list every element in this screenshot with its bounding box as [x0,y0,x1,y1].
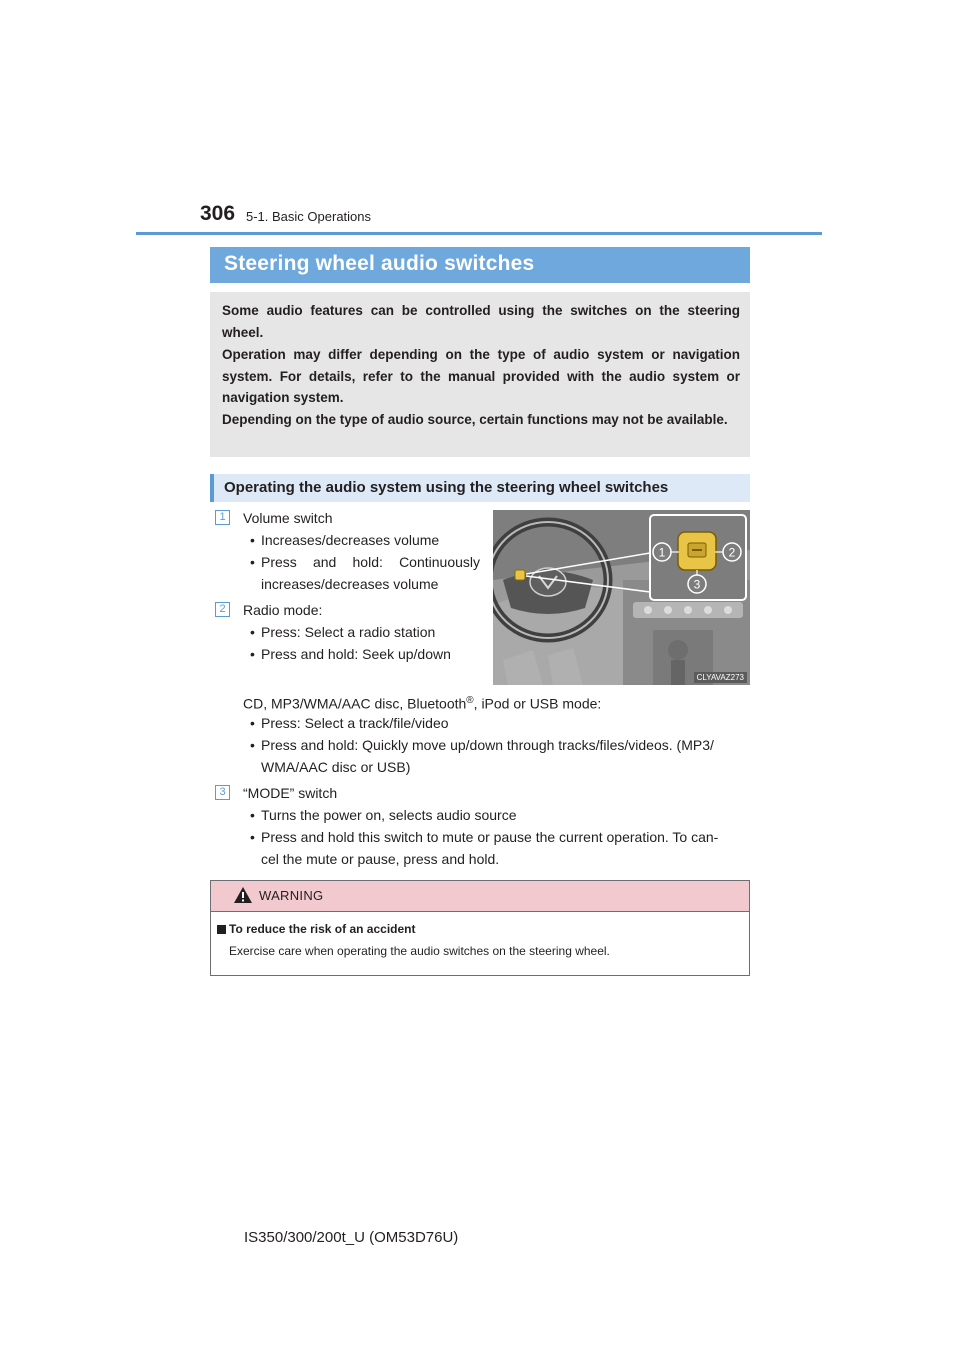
bullet-item: • Press and hold: Seek up/down [261,643,451,665]
steering-wheel-figure [493,510,750,685]
item-title: Radio mode: [243,602,323,618]
cd-mode-title-rest: , iPod or USB mode: [473,695,602,712]
steering-wheel-illustration [493,510,750,685]
bullet-item: • Increases/decreases volume [261,529,439,551]
warning-title: WARNING [259,888,324,903]
item-number-badge: 2 [215,602,230,617]
subheading-bar [210,474,750,502]
section-reference: 5-1. Basic Operations [246,209,372,224]
intro-paragraph-2: Operation may differ depending on the type of audio system or navigation system. For details, refer to the manual provided with the audio system or navigation system. [222,347,740,405]
bullet-item: • Press: Select a track/file/video [261,712,449,734]
bullet-continuation: increases/decreases volume [261,576,439,592]
bullet-continuation: cel the mute or pause, press and hold. [261,851,500,867]
warning-triangle-icon [233,886,253,904]
cd-mode-title [243,690,601,715]
warning-text: Exercise care when operating the audio switches on the steering wheel. [229,944,610,958]
bullet-item: • Press: Select a radio station [261,621,435,643]
warning-box [210,880,750,976]
bullet-item: • Press and hold this switch to mute or pause the current operation. To can- [261,826,718,848]
page-number: 306 [200,202,236,225]
header-rule [136,232,822,235]
section-title-bar [210,247,750,283]
item-number-badge: 3 [215,785,230,800]
subheading: Operating the audio system using the steering wheel switches [224,479,669,496]
intro-paragraph-1: Some audio features can be controlled using the switches on the steering wheel. [222,303,740,340]
cd-mode-title-text: CD, MP3/WMA/AAC disc, Bluetooth [243,695,467,712]
item-title: “MODE” switch [243,785,338,801]
item-number-badge: 1 [215,510,230,525]
item-title: Volume switch [243,510,333,526]
footer-model-code: IS350/300/200t_U (OM53D76U) [244,1229,459,1246]
intro-box [210,292,750,457]
callout-2: 2 [728,545,736,560]
bullet-item: • Press and hold: Quickly move up/down through tracks/files/videos. (MP3/ [261,734,714,756]
callout-1: 1 [658,545,666,560]
warning-header [211,881,749,912]
intro-paragraph-3: Depending on the type of audio source, certain functions may not be available. [222,412,728,427]
warning-subtitle: To reduce the risk of an accident [229,922,416,936]
bullet-continuation: WMA/AAC disc or USB) [261,759,411,775]
callout-3: 3 [693,577,701,592]
bullet-item: • Turns the power on, selects audio source [261,804,517,826]
square-bullet-icon [217,925,226,934]
section-title: Steering wheel audio switches [224,252,535,275]
figure-code: CLYAVAZ273 [694,672,747,683]
registered-mark: ® [466,695,474,706]
bullet-item: • Press and hold: Continuously [261,551,480,573]
